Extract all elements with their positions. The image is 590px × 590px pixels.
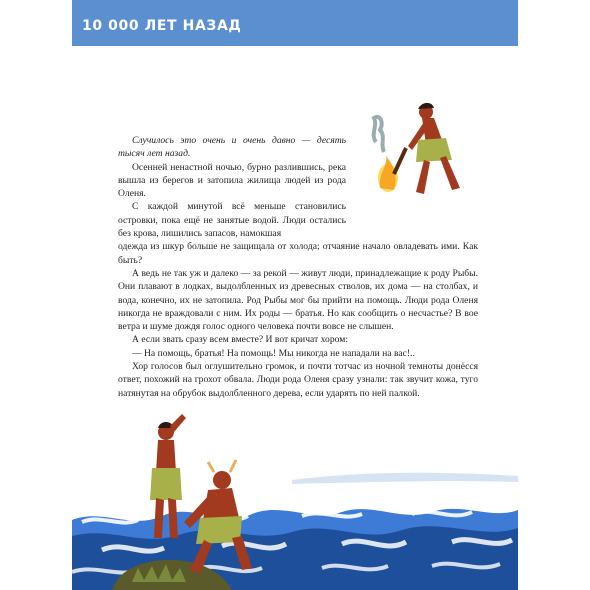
paragraph: Случилось это очень и очень давно — десять тысяч лет назад. (118, 135, 346, 160)
torso (156, 440, 176, 472)
sea-rock-men-illustration (72, 410, 518, 590)
paragraph: — На помощь, братья! На помощь! Мы никогда не нападали на вас!.. (132, 347, 415, 359)
paragraph: А если звать сразу всем вместе? И вот кричат хором: (132, 334, 348, 346)
story-text (118, 134, 478, 400)
arms-raised (170, 414, 186, 432)
paragraph: А ведь не так уж и далеко — за рекой — живут люди, принадлежащие к роду Рыбы. Они плавают в лодках, выдолбленных из древесных стволов, их дома — на столбах, и вода, конечно, их не затопила. Род Рыбы мог бы прийти на помощь. Люди рода Оленя никогда не враждовали с ним. Их роды — братья. Но как сообщить о несчастье? В вое ветра и шуме дождя голос одного человека почти вовсе не слышен. (118, 267, 478, 333)
paragraph: одежда из шкур больше не защищала от холода; отчаяние начало овладевать ими. Как быть? (118, 241, 478, 266)
antler-headdress (208, 460, 236, 472)
chapter-title: 10 000 ЛЕТ НАЗАД (82, 18, 242, 34)
paragraph: Осенней ненастной ночью, бурно разлившись, река вышла из берегов и затопила жилища людей из рода Оленя. (118, 161, 346, 200)
sky-streak (292, 473, 518, 484)
paragraph: С каждой минутой всё меньше становились островки, пока ещё не занятые водой. Люди остались без крова, лишились запасов, намокшая (118, 201, 346, 240)
head (213, 471, 231, 489)
paragraph: Хор голосов был оглушительно громок, и почти тотчас из ночной темноты донёсся ответ, похожий на грохот обвала. Люди рода Оленя сразу узнали: так звучит кожа, туго натянутая на обрубок выдолбленного дерева, если ударять по ней палкой. (118, 361, 478, 399)
hair (418, 103, 434, 109)
chapter-header-bar (72, 0, 518, 46)
grass-skirt (150, 468, 182, 500)
